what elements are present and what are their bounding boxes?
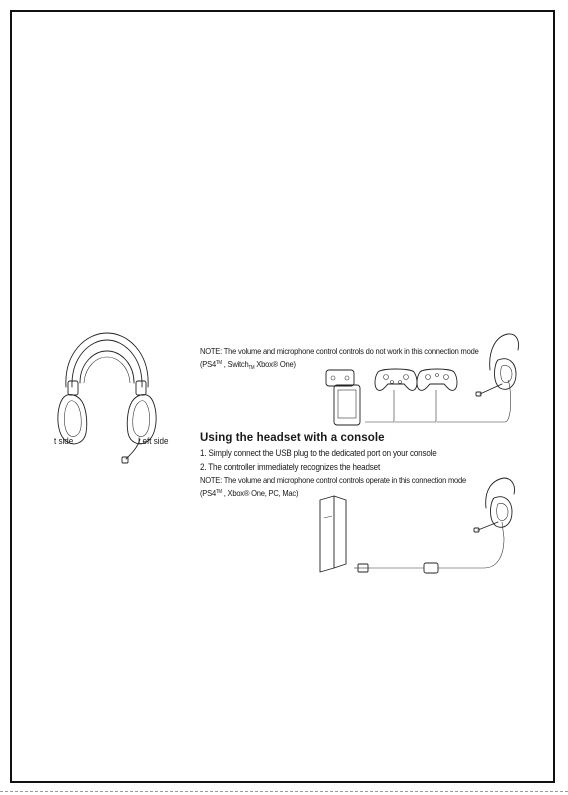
bottom-rule xyxy=(0,791,568,795)
note-no-control-platforms: (PS4™ , Switch$_{TM}$ Xbox® One) xyxy=(200,359,296,371)
console-controllers-illustration xyxy=(320,330,535,430)
note-no-control: NOTE: The volume and microphone control controls do not work in this connection mode xyxy=(200,346,479,356)
console-heading: Using the headset with a console xyxy=(200,432,385,444)
step-1: 1. Simply connect the USB plug to the dedicated port on your console xyxy=(200,447,437,458)
note-control-works-platforms: (PS4™ , Xbox® One, PC, Mac) xyxy=(200,488,299,498)
note-control-works: NOTE: The volume and microphone control controls operate in this connection mode xyxy=(200,475,467,485)
step-2: 2. The controller immediately recognizes the headset xyxy=(200,461,381,472)
console-usb-illustration xyxy=(314,478,529,578)
right-side-label: t side xyxy=(54,435,74,446)
left-side-label: Left side xyxy=(138,435,169,446)
